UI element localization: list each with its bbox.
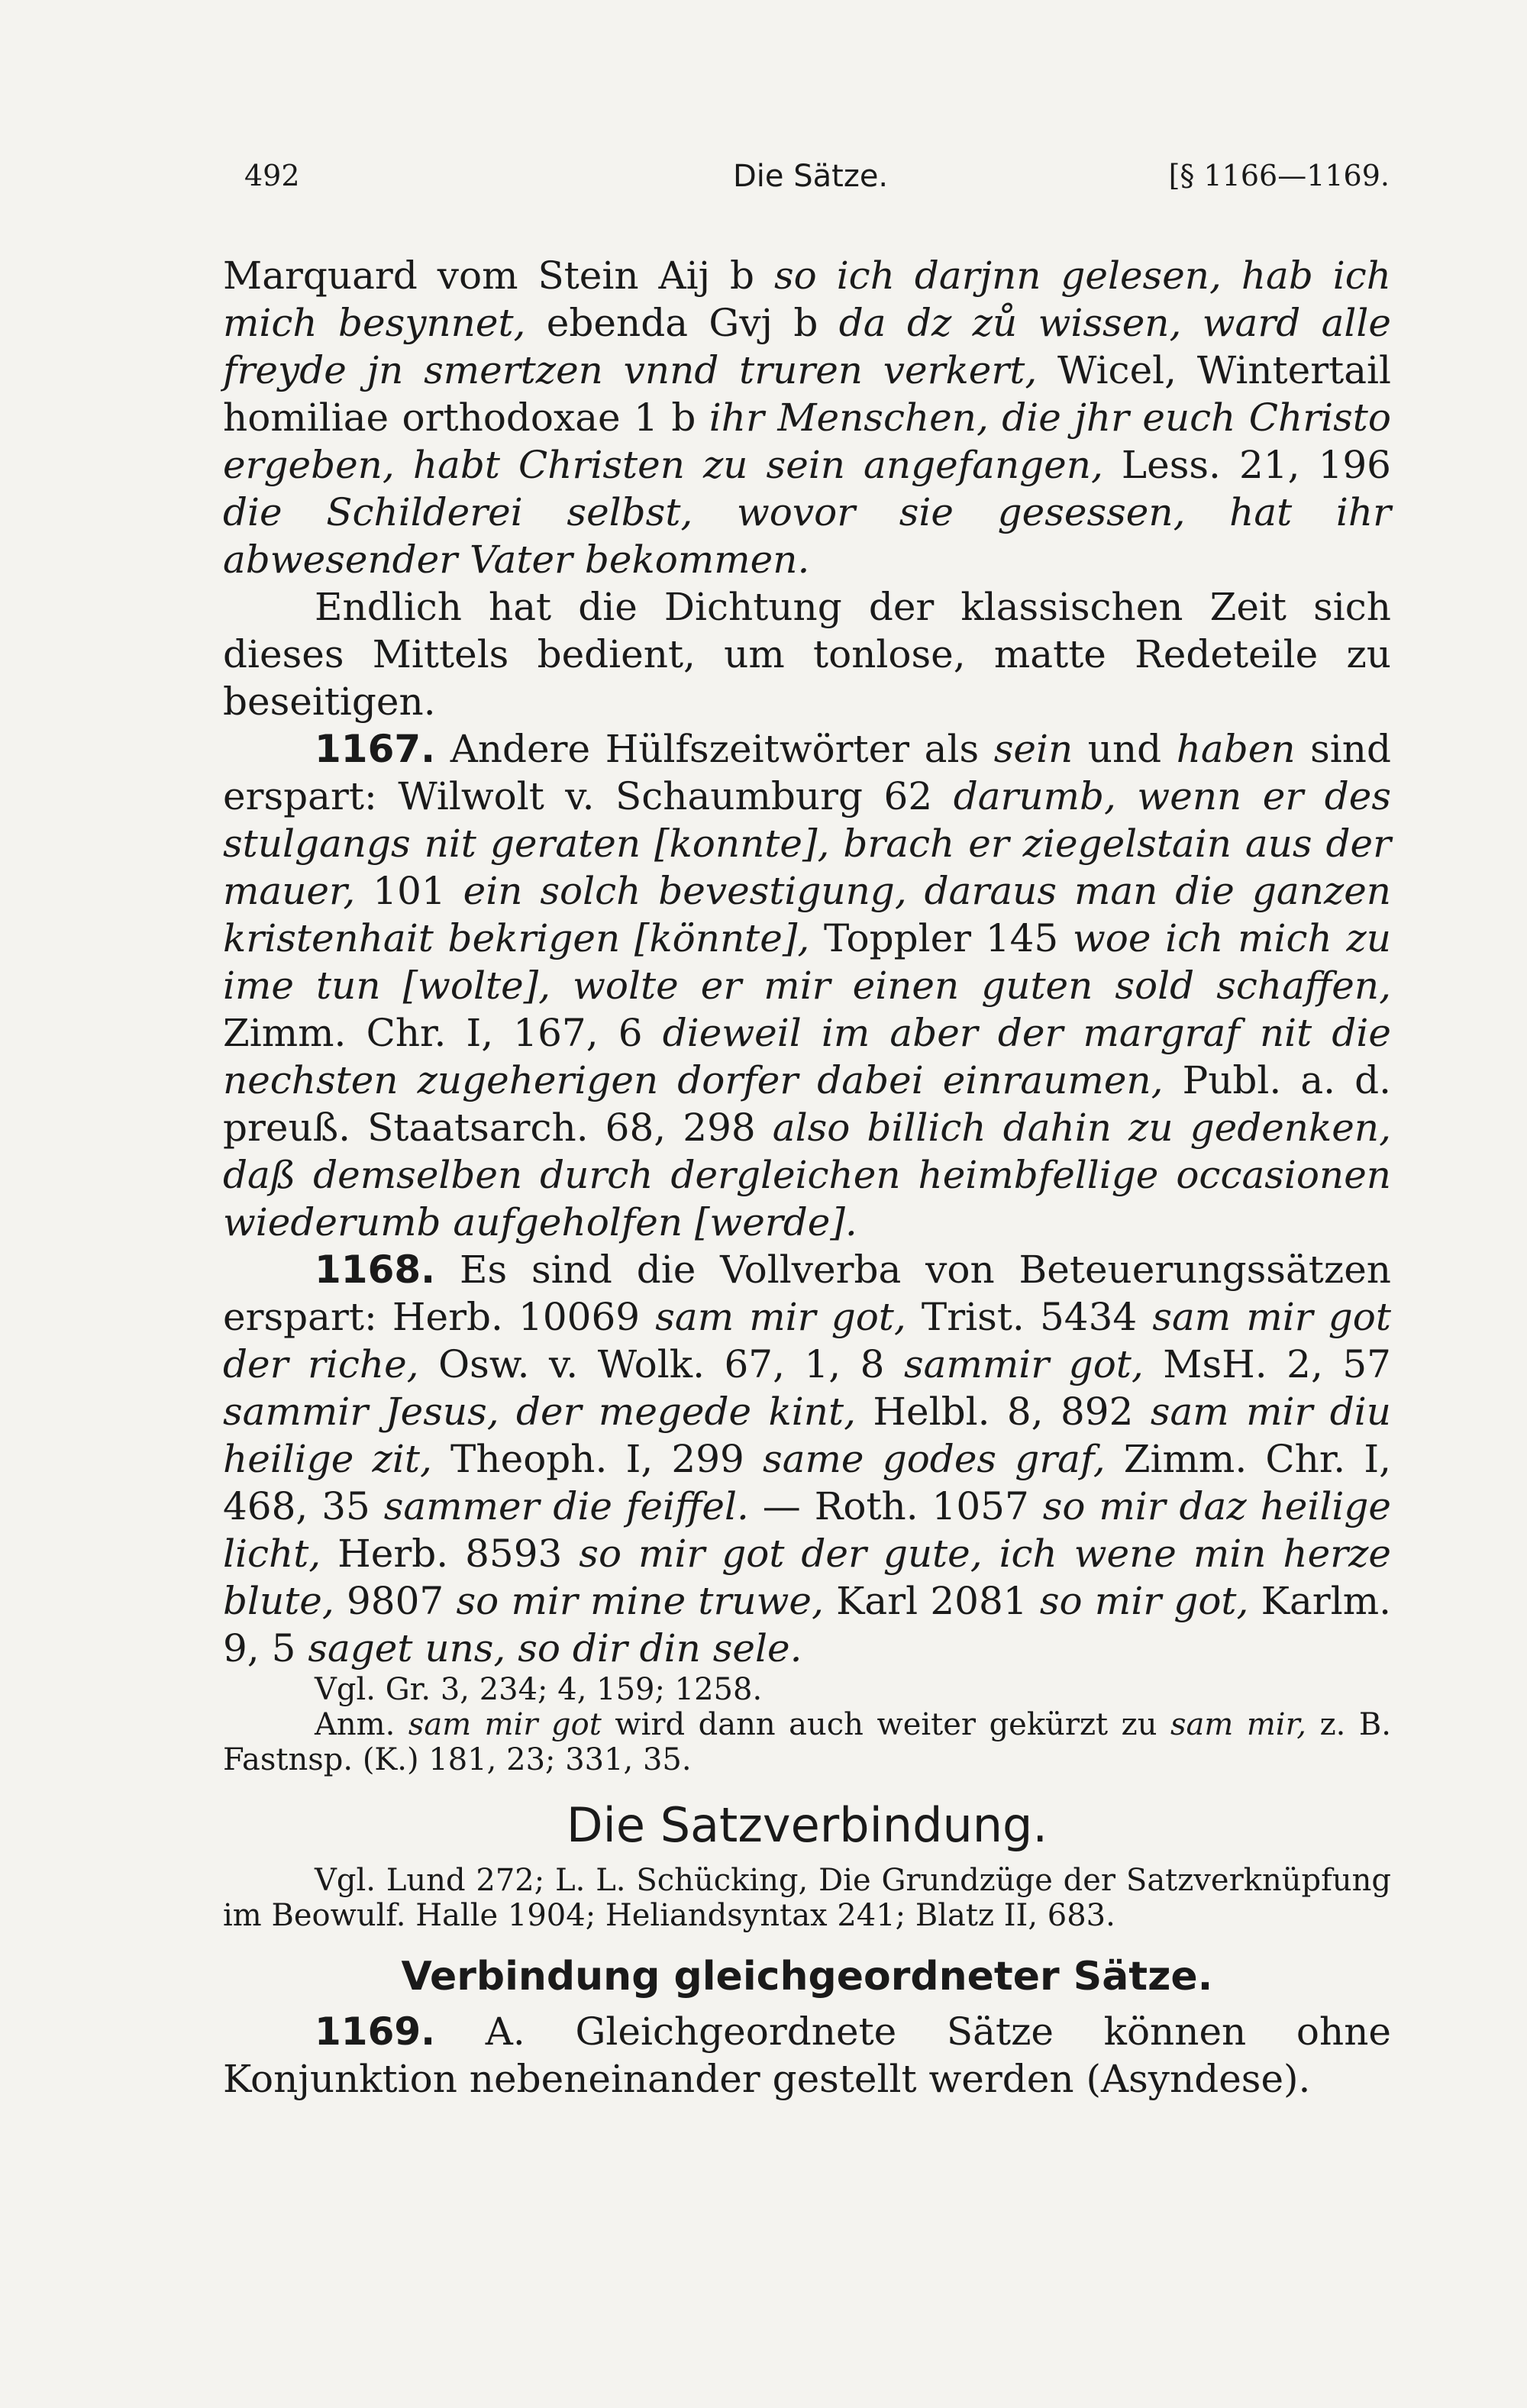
body-text: — Roth. 1057 xyxy=(748,1484,1043,1528)
quote: sam mir, xyxy=(1170,1707,1307,1742)
body-text: Trist. 5434 xyxy=(906,1295,1153,1339)
body-text: Karlm. 9, 5 xyxy=(223,1579,1391,1670)
citation-text: Less. 21, 196 xyxy=(1102,443,1391,487)
heading-gleichgeordnete: Verbindung gleichgeordneter Sätze. xyxy=(401,1954,1213,2000)
running-title: Die Sätze. xyxy=(733,159,889,194)
note-text: wird dann auch weiter gekürzt zu xyxy=(601,1707,1171,1742)
quote: dieweil im aber der margraf nit die nechsten zugeherigen dorfer dabei einraumen, xyxy=(223,1011,1392,1102)
page-body xyxy=(223,252,1391,2103)
body-text: Herb. 8593 xyxy=(321,1532,579,1576)
section-number: 1169. xyxy=(315,2009,436,2054)
body-text: Andere Hülfszeitwörter als xyxy=(435,727,994,771)
body-text: 101 xyxy=(355,869,463,913)
quote: sam mir got der riche, xyxy=(223,1295,1391,1386)
body-text: Zimm. Chr. I, 167, 6 xyxy=(223,1011,663,1055)
body-text: sind erspart: Wilwolt v. Schaumburg 62 xyxy=(223,727,1391,818)
quote: so mir got, xyxy=(1039,1579,1249,1623)
quote: so ich darjnn gelesen, hab ich mich besynnet, xyxy=(223,253,1391,345)
body-text: Publ. a. d. preuß. Staatsarch. 68, 298 xyxy=(223,1058,1391,1150)
body-text: Es sind die Vollverba von Beteuerungssätzen erspart: Herb. 10069 xyxy=(223,1248,1391,1339)
quote: so mir daz heilige licht, xyxy=(223,1484,1391,1576)
quote: ein solch bevestigung, daraus man die ganzen kristenhait bekrigen [könnte], xyxy=(223,869,1391,960)
page-number: 492 xyxy=(244,159,300,192)
quote: sammir got, xyxy=(904,1342,1144,1386)
quote: da dz zů wissen, ward alle freyde jn smertzen vnnd truren verkert, xyxy=(223,301,1391,392)
note-text: Anm. xyxy=(315,1707,408,1742)
body-text: Toppler 145 xyxy=(809,916,1073,960)
citation-text: Marquard vom Stein Aij b xyxy=(223,253,774,298)
note-anm xyxy=(223,1707,1391,1777)
quote: saget uns, so dir din sele. xyxy=(308,1626,802,1670)
body-text: MsH. 2, 57 xyxy=(1143,1342,1391,1386)
quote: sam mir got, xyxy=(655,1295,906,1339)
quote: woe ich mich zu ime tun [wolte], wolte er mir einen guten sold schaffen, xyxy=(223,916,1391,1008)
heading-satzverbindung: Die Satzverbindung. xyxy=(566,1797,1048,1853)
section-1168 xyxy=(223,1246,1391,1672)
quote: sein xyxy=(993,727,1073,771)
body-text: Helbl. 8, 892 xyxy=(856,1390,1151,1434)
quote: sam mir got xyxy=(408,1707,602,1742)
quote: haben xyxy=(1176,727,1296,771)
section-number: 1168. xyxy=(315,1248,436,1292)
body-text: 9807 xyxy=(334,1579,457,1623)
body-text: Zimm. Chr. I, 468, 35 xyxy=(223,1437,1392,1528)
body-text: und xyxy=(1073,727,1177,771)
paragraph-citations xyxy=(223,252,1391,583)
body-text: Theoph. I, 299 xyxy=(431,1437,764,1481)
quote: sammer die feiffel. xyxy=(383,1484,749,1528)
note-vgl-lund: Vgl. Lund 272; L. L. Schücking, Die Grundzüge der Satzverknüpfung im Beowulf. Halle 1904; Heliandsyntax 241; Blatz II, 683. xyxy=(223,1863,1391,1933)
body-text: A. Gleichgeordnete Sätze können ohne Konjunktion nebeneinander gestellt werden (Asyndese). xyxy=(223,2009,1391,2101)
section-range: [§ 1166—1169. xyxy=(1168,159,1390,192)
note-vgl-gr: Vgl. Gr. 3, 234; 4, 159; 1258. xyxy=(315,1672,763,1707)
page-header xyxy=(244,159,1390,205)
section-1167 xyxy=(223,725,1391,1246)
body-text: Karl 2081 xyxy=(823,1579,1040,1623)
section-number: 1167. xyxy=(315,727,436,771)
quote: ihr Menschen, die jhr euch Christo ergeben, habt Christen zu sein angefangen, xyxy=(223,395,1392,487)
quote: sammir Jesus, der megede kint, xyxy=(223,1390,856,1434)
quote: sam mir diu heilige zit, xyxy=(223,1390,1391,1481)
quote: so mir mine truwe, xyxy=(456,1579,824,1623)
citation-text: Wicel, Wintertail homiliae orthodoxae 1 b xyxy=(223,348,1391,440)
paragraph-endlich: Endlich hat die Dichtung der klassischen Zeit sich dieses Mittels bedient, um tonlose, matte Redeteile zu beseitigen. xyxy=(223,585,1391,724)
citation-text: ebenda Gvj b xyxy=(525,301,839,345)
quote: also billich dahin zu gedenken, daß demselben durch dergleichen heimbfellige occasionen wiederumb aufgeholfen [werde]. xyxy=(223,1106,1391,1244)
quote: darumb, wenn er des stulgangs nit geraten [konnte], brach er ziegelstain aus der mauer, xyxy=(223,774,1391,913)
quote: so mir got der gute, ich wene min herze blute, xyxy=(223,1532,1392,1623)
quote: die Schilderei selbst, wovor sie gesessen, hat ihr abwesender Vater bekommen. xyxy=(223,490,1391,582)
section-1169 xyxy=(223,2008,1391,2103)
quote: same godes graf, xyxy=(763,1437,1106,1481)
note-text: z. B. Fastnsp. (K.) 181, 23; 331, 35. xyxy=(223,1707,1391,1777)
body-text: Osw. v. Wolk. 67, 1, 8 xyxy=(418,1342,904,1386)
